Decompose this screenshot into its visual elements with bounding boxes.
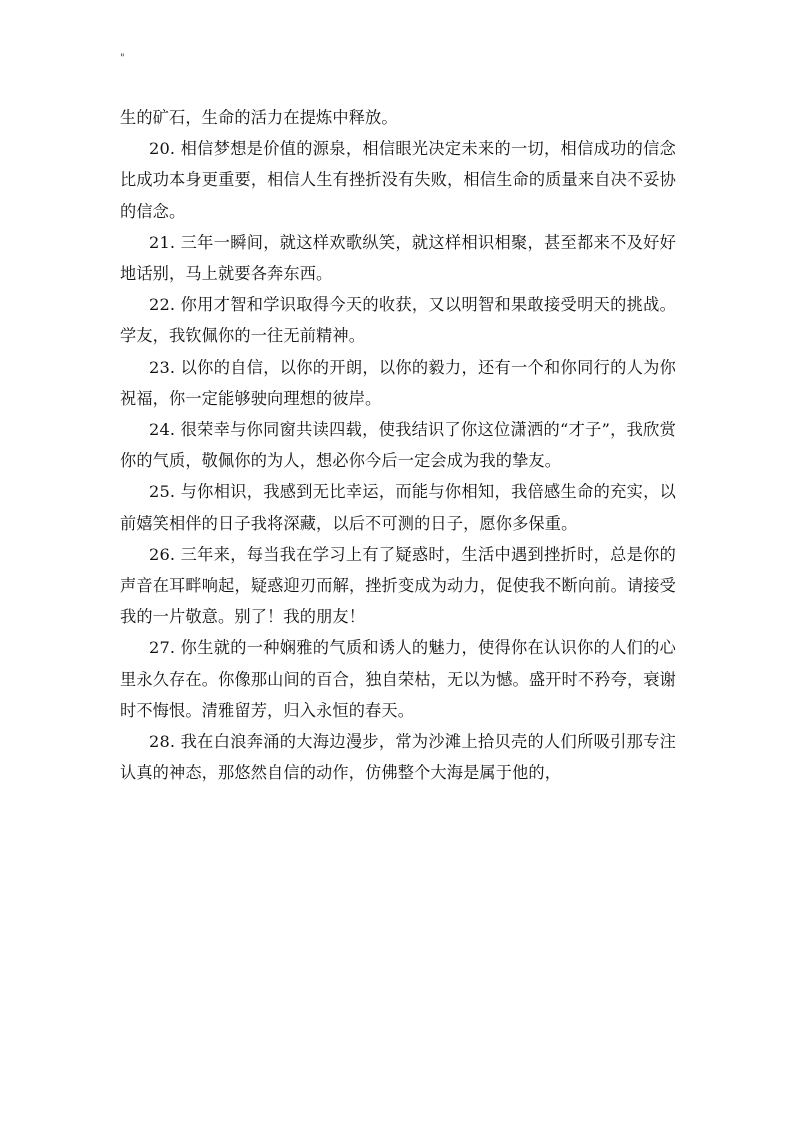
paragraph-28: 28. 我在白浪奔涌的大海边漫步，常为沙滩上拾贝壳的人们所吸引那专注认真的神态，那悠然自信的动作，仿佛整个大海是属于他的， — [120, 732, 676, 783]
paragraph-20: 20. 相信梦想是价值的源泉，相信眼光决定未来的一切，相信成功的信念比成功本身更重要，相信人生有挫折没有失败，相信生命的质量来自决不妥协的信念。 — [120, 139, 676, 221]
document-body — [120, 102, 676, 788]
paragraph-22: 22. 你用才智和学识取得今天的收获，又以明智和果敢接受明天的挑战。学友，我钦佩你的一往无前精神。 — [120, 295, 676, 346]
header-quote-mark: " — [120, 53, 125, 64]
paragraph-27: 27. 你生就的一种娴雅的气质和诱人的魅力，使得你在认识你的人们的心里永久存在。你像那山间的百合，独自荣枯，无以为憾。盛开时不矜夸，衰谢时不悔恨。清雅留芳，归入永恒的春天。 — [120, 638, 676, 720]
paragraph-24: 24. 很荣幸与你同窗共读四载，使我结识了你这位潇洒的“才子”，我欣赏你的气质，敬佩你的为人，想必你今后一定会成为我的挚友。 — [120, 420, 676, 471]
paragraph-23: 23. 以你的自信，以你的开朗，以你的毅力，还有一个和你同行的人为你祝福，你一定能够驶向理想的彼岸。 — [120, 357, 676, 408]
paragraph-26: 26. 三年来，每当我在学习上有了疑惑时，生活中遇到挫折时，总是你的声音在耳畔响起，疑惑迎刃而解，挫折变成为动力，促使我不断向前。请接受我的一片敬意。别了！我的朋友！ — [120, 544, 676, 627]
paragraph-21: 21. 三年一瞬间，就这样欢歌纵笑，就这样相识相聚，甚至都来不及好好地话别，马上就要各奔东西。 — [120, 232, 676, 284]
paragraph-continuation: 生的矿石，生命的活力在提炼中释放。 — [120, 108, 398, 127]
paragraph-25: 25. 与你相识，我感到无比幸运，而能与你相知，我倍感生命的充实，以前嬉笑相伴的日子我将深藏，以后不可测的日子，愿你多保重。 — [120, 482, 676, 533]
